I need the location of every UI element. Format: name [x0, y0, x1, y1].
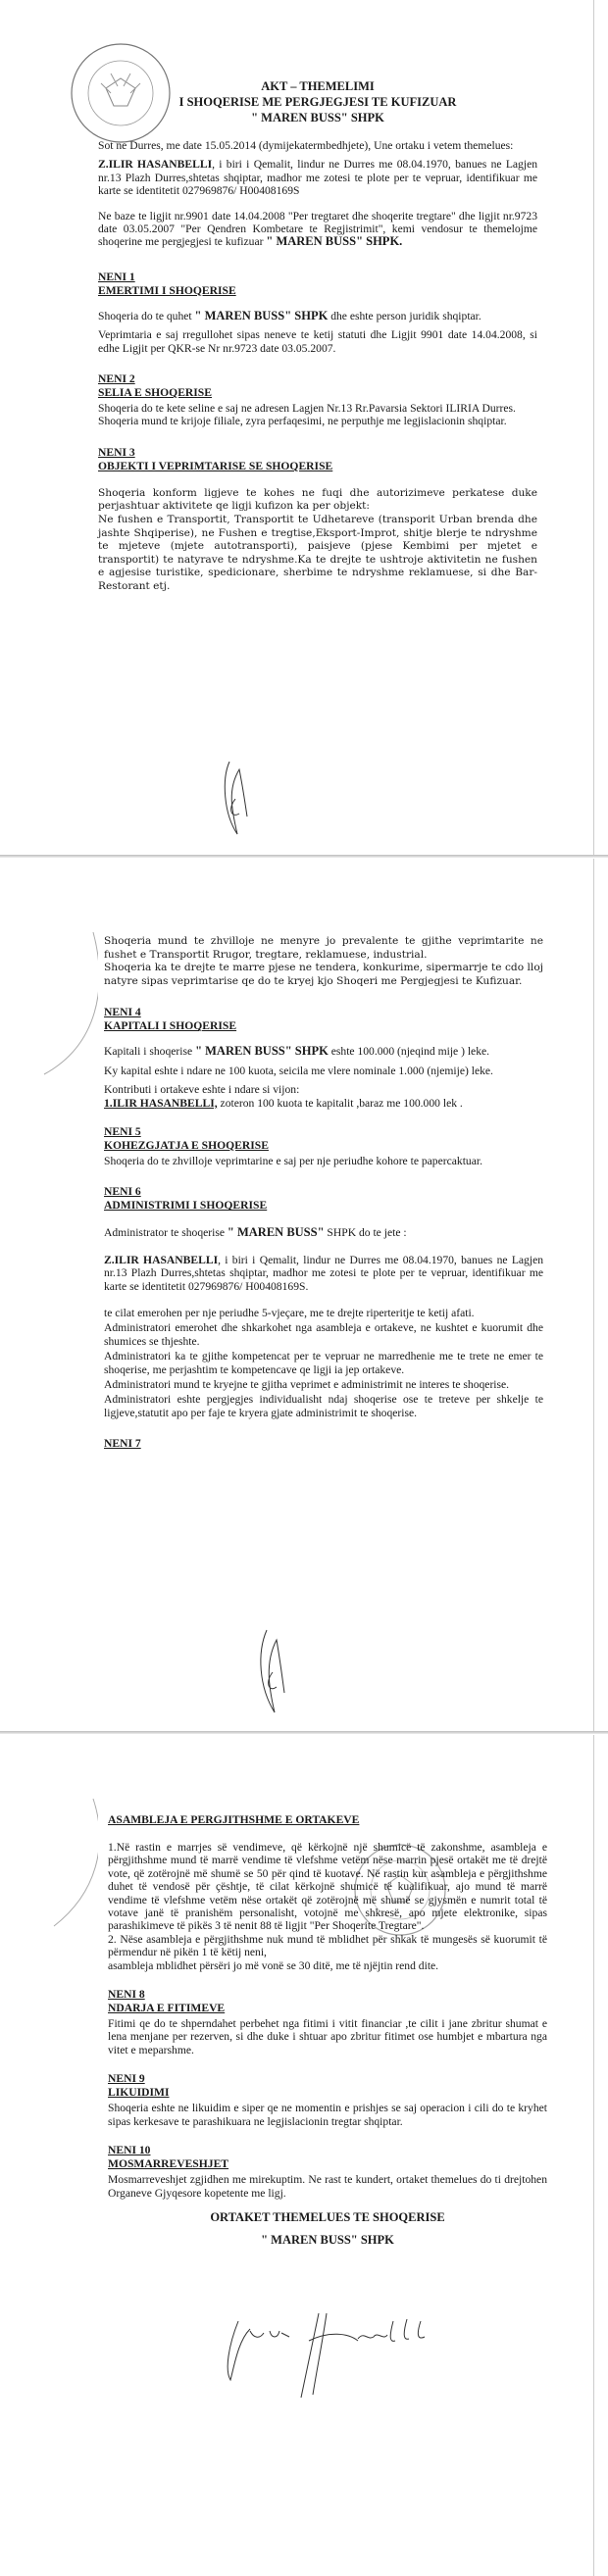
company-name: " MAREN BUSS" SHPK. [266, 234, 403, 249]
page-separator [0, 1731, 608, 1734]
administrator-paragraph [104, 1254, 543, 1293]
article-paragraph: Shoqeria do te zhvilloje veprimtarine e saj per nje periudhe kohore te papercaktuar. [104, 1155, 482, 1167]
stamp-arc-icon [39, 927, 98, 1084]
article-title: KAPITALI I SHOQERISE [104, 1019, 237, 1033]
company-name: " MAREN BUSS" SHPK [195, 1044, 329, 1059]
article-title: NDARJA E FITIMEVE [108, 2002, 226, 2015]
shareholder-line [104, 1097, 543, 1110]
article-paragraph: Mosmarreveshjet zgjidhen me mirekuptim. Ne rast te kundert, ortaket themelues do ti drejtohen Organeve Gjyqesore kopetente me ligj. [108, 2173, 547, 2200]
article-paragraph: Administratori mund te kryejne te gjitha veprimet e administrimit ne interes te shoqerise. [104, 1378, 510, 1392]
article-number: NENI 5 [104, 1125, 141, 1138]
article-paragraph [98, 310, 537, 322]
page-edge [593, 859, 594, 1731]
text: Administrator te shoqerise [104, 1226, 228, 1240]
article-paragraph [104, 1226, 543, 1239]
intro-paragraph: Sot ne Durres, me date 15.05.2014 (dymijekatermbedhjete), Une ortaku i vetem themelues: [98, 139, 514, 152]
title-line: AKT – THEMELIMI [261, 79, 375, 93]
article-paragraph: Shoqeria do te kete seline e saj ne adresen Lagjen Nr.13 Rr.Pavarsia Sektori ILIRIA Durres. [98, 402, 516, 416]
stamp-arc-icon [49, 1794, 98, 1931]
company-name: " MAREN BUSS" [227, 1225, 325, 1240]
article-paragraph: 2. Nëse asambleja e përgjithshme nuk mund të mblidhet për shkak të mungesës së kuorumit të përmendur në pikën 1 të këtij neni, [108, 1932, 547, 1959]
administrator-details: , i biri i Qemalit, lindur ne Durres me 08.04.1970, banues ne Lagjen nr.13 Plazh Durres,shtetas shqiptar, madhor me zotesi te plote per te vepruar, identifikuar me karte se identitetit 027969876/ H00408169S. [104, 1253, 544, 1293]
article-title: ADMINISTRIMI I SHOQERISE [104, 1199, 268, 1213]
company-name: " MAREN BUSS" SHPK [194, 308, 329, 322]
initials-signature [218, 760, 257, 838]
article-paragraph: Shoqeria mund te krijoje filiale, zyra perfaqesimi, ne perputhje me legjislacionin shqiptar. [98, 415, 507, 428]
document-page-2 [0, 859, 608, 1731]
signatories-company: " MAREN BUSS" SHPK [261, 2233, 394, 2248]
document-page-3 [0, 1735, 608, 2576]
shareholder-name: 1.ILIR HASANBELLI, [104, 1096, 218, 1110]
founder-signature [221, 2311, 446, 2400]
article-number: NENI 1 [98, 270, 135, 283]
text: dhe eshte person juridik shqiptar. [328, 309, 481, 322]
text: Kapitali i shoqerise [104, 1045, 196, 1059]
administrator-name: Z.ILIR HASANBELLI [104, 1253, 219, 1266]
article-title: EMERTIMI I SHOQERISE [98, 283, 236, 297]
page-separator [0, 855, 608, 858]
article-title: KOHEZGJATJA E SHOQERISE [104, 1139, 269, 1152]
article-paragraph: 1.Në rastin e marrjes së vendimeve, që kërkojnë një shumicë të zakonshme, asambleja e përgjithshme mund të marrë vendime të vlefshme vetëm nëse marrin pjesë ortakët me të drejtë vote, që zotërojnë më shumë se 50 për qind të kuotave. Në rastin kur asambleja e përgjithshme duhet të vendosë për çështje, të cilat kërkojnë shumicë të kualifikuar, ajo mund të marrë vendime të vlefshme vetëm nëse ortakët që zotërojnë më shumë se gjysmën e numrit total të votave janë të pranishëm personalisht, votojnë me shkresë, apo mjete elektronike, sipas parashikimeve të pikës 3 të nenit 88 të ligjit "Per Shoqerite Tregtare". [108, 1841, 547, 1933]
article-title: MOSMARREVESHJET [108, 2157, 229, 2171]
article-title: OBJEKTI I VEPRIMTARISE SE SHOQERISE [98, 459, 333, 472]
page-edge [593, 1735, 594, 2576]
article-paragraph: Fitimi qe do te shperndahet perbehet nga fitimi i vitit financiar ,te cilit i jane zbritur shumat e lena menjane per rezerven, si dhe duke i shtuar apo zbritur fitimet ose humbjet e mbartura nga vitet e meparshme. [108, 2017, 547, 2056]
article-title: SELIA E SHOQERISE [98, 386, 212, 400]
article-paragraph [104, 1045, 543, 1058]
article-title: LIKUIDIMI [108, 2086, 170, 2100]
article-paragraph: Veprimtaria e saj rregullohet sipas neneve te ketij statuti dhe Ligjit 9901 date 14.04.2008, si edhe Ligjit per QKR-se Nr nr.9723 date 03.05.2007. [98, 328, 537, 355]
article-paragraph: Ky kapital eshte i ndare ne 100 kuota, seicila me vlere nominale 1.000 (njemije) leke. [104, 1064, 493, 1077]
signatories-title: ORTAKET THEMELUES TE SHOQERISE [210, 2209, 445, 2224]
article-number: NENI 8 [108, 1988, 145, 2002]
paragraph: Shoqeria ka te drejte te marre pjese ne tendera, konkurime, sipermarrje te cdo lloj natyre sipas veprimtarise qe do te kryej kjo Shoqeri me Pergjegjesi te Kufizuar. [104, 962, 543, 987]
legal-basis-text: Ne baze te ligjit nr.9901 date 14.04.2008 "Per tregtaret dhe shoqerite tregtare" dhe ligjit nr.9723 date 03.05.2007 "Per Qendren Kombetare te Regjistrimit", kemi vendosur te themelojme shoqerine me pergjegjesi te kufizuar [98, 209, 537, 249]
text: eshte 100.000 (njeqind mije ) leke. [328, 1045, 490, 1059]
founder-details: , i biri i Qemalit, lindur ne Durres me 08.04.1970, banues ne Lagjen nr.13 Plazh Durres,shtetas shqiptar, madhor me zotesi te plote per te vepruar, identifikuar me karte se identitetit 027969876/ H00408169S [98, 158, 538, 198]
article-number: NENI 10 [108, 2144, 151, 2157]
article-paragraph: Ne fushen e Transportit, Transportit te Udhetareve (transporit Urban brenda dhe jashte Shqiperise), ne Fushen e tregtise,Eksport-Improt, shitje blerje te ndryshme te mjeteve (mjete autotransporti), paisjeve (pjese Kembimi per mjetet e transportit) te natyrave te ndryshme.Ka te drejte te ushtroje aktivitetin ne fushen e agjesise turistike, spedicionare, sherbime te ndryshme reklamuese, si dhe Bar-Restorant etj. [98, 514, 537, 593]
article-paragraph: Administratori eshte pergjegjes individualisht ndaj shoqerise ose te treteve per shkelje te ligjeve,statutit apo per faje te kryera gjate administrimit te shoqerise. [104, 1393, 543, 1419]
title-line: " MAREN BUSS" SHPK [251, 111, 384, 124]
initials-signature [253, 1628, 292, 1716]
text: zoteron 100 kuota te kapitalit ,baraz me 100.000 lek . [217, 1096, 463, 1110]
article-paragraph: Kontributi i ortakeve eshte i ndare si vijon: [104, 1083, 300, 1097]
article-paragraph: Administratori emerohet dhe shkarkohet nga asambleja e ortakeve, ne kushtet e kuorumit dhe shumices se thjeshte. [104, 1321, 543, 1348]
article-paragraph: te cilat emerohen per nje periudhe 5-vjeçare, me te drejte riperteritje te ketij afati. [104, 1307, 475, 1320]
text: SHPK do te jete : [324, 1226, 407, 1240]
article-number: NENI 3 [98, 445, 135, 459]
article-number: NENI 4 [104, 1006, 141, 1019]
article-number: NENI 9 [108, 2072, 145, 2086]
article-paragraph: Administratori ka te gjithe kompetencat per te vepruar ne marredhenie me te trete ne emer te shoqerise, me perjashtim te kompetencave qe ligji ia jep ortakeve. [104, 1350, 543, 1376]
article-paragraph: asambleja mblidhet përsëri jo më vonë se 30 ditë, me të njëjtin rend dite. [108, 1958, 439, 1972]
page-edge [593, 0, 594, 855]
section-title: ASAMBLEJA E PERGJITHSHME E ORTAKEVE [108, 1813, 360, 1826]
founder-name: Z.ILIR HASANBELLI [98, 158, 213, 172]
document-title [98, 78, 537, 125]
article-paragraph: Shoqeria konform ligjeve te kohes ne fuqi dhe autorizimeve perkatese duke perjashtuar aktivitete qe ligji kufizon ka per objekt: [98, 486, 537, 513]
article-number: NENI 6 [104, 1185, 141, 1199]
title-line: I SHOQERISE ME PERGJEGJESI TE KUFIZUAR [178, 95, 457, 109]
article-number: NENI 7 [104, 1437, 141, 1451]
founder-paragraph [98, 158, 537, 197]
paragraph: Shoqeria mund te zhvilloje ne menyre jo prevalente te gjithe veprimtarite ne fushet e Transportit Rrugor, tregtare, reklamuese, industrial. [104, 935, 543, 961]
document-page-1 [0, 0, 608, 855]
text: Shoqeria do te quhet [98, 309, 195, 322]
article-paragraph: Shoqeria eshte ne likuidim e siper qe ne momentin e prishjes se saj operacion i cili do te kryhet sipas kerkesave te parashikuara ne legjislacionin tregtar shqiptar. [108, 2102, 547, 2128]
article-number: NENI 2 [98, 372, 135, 386]
legal-basis-paragraph [98, 210, 537, 249]
